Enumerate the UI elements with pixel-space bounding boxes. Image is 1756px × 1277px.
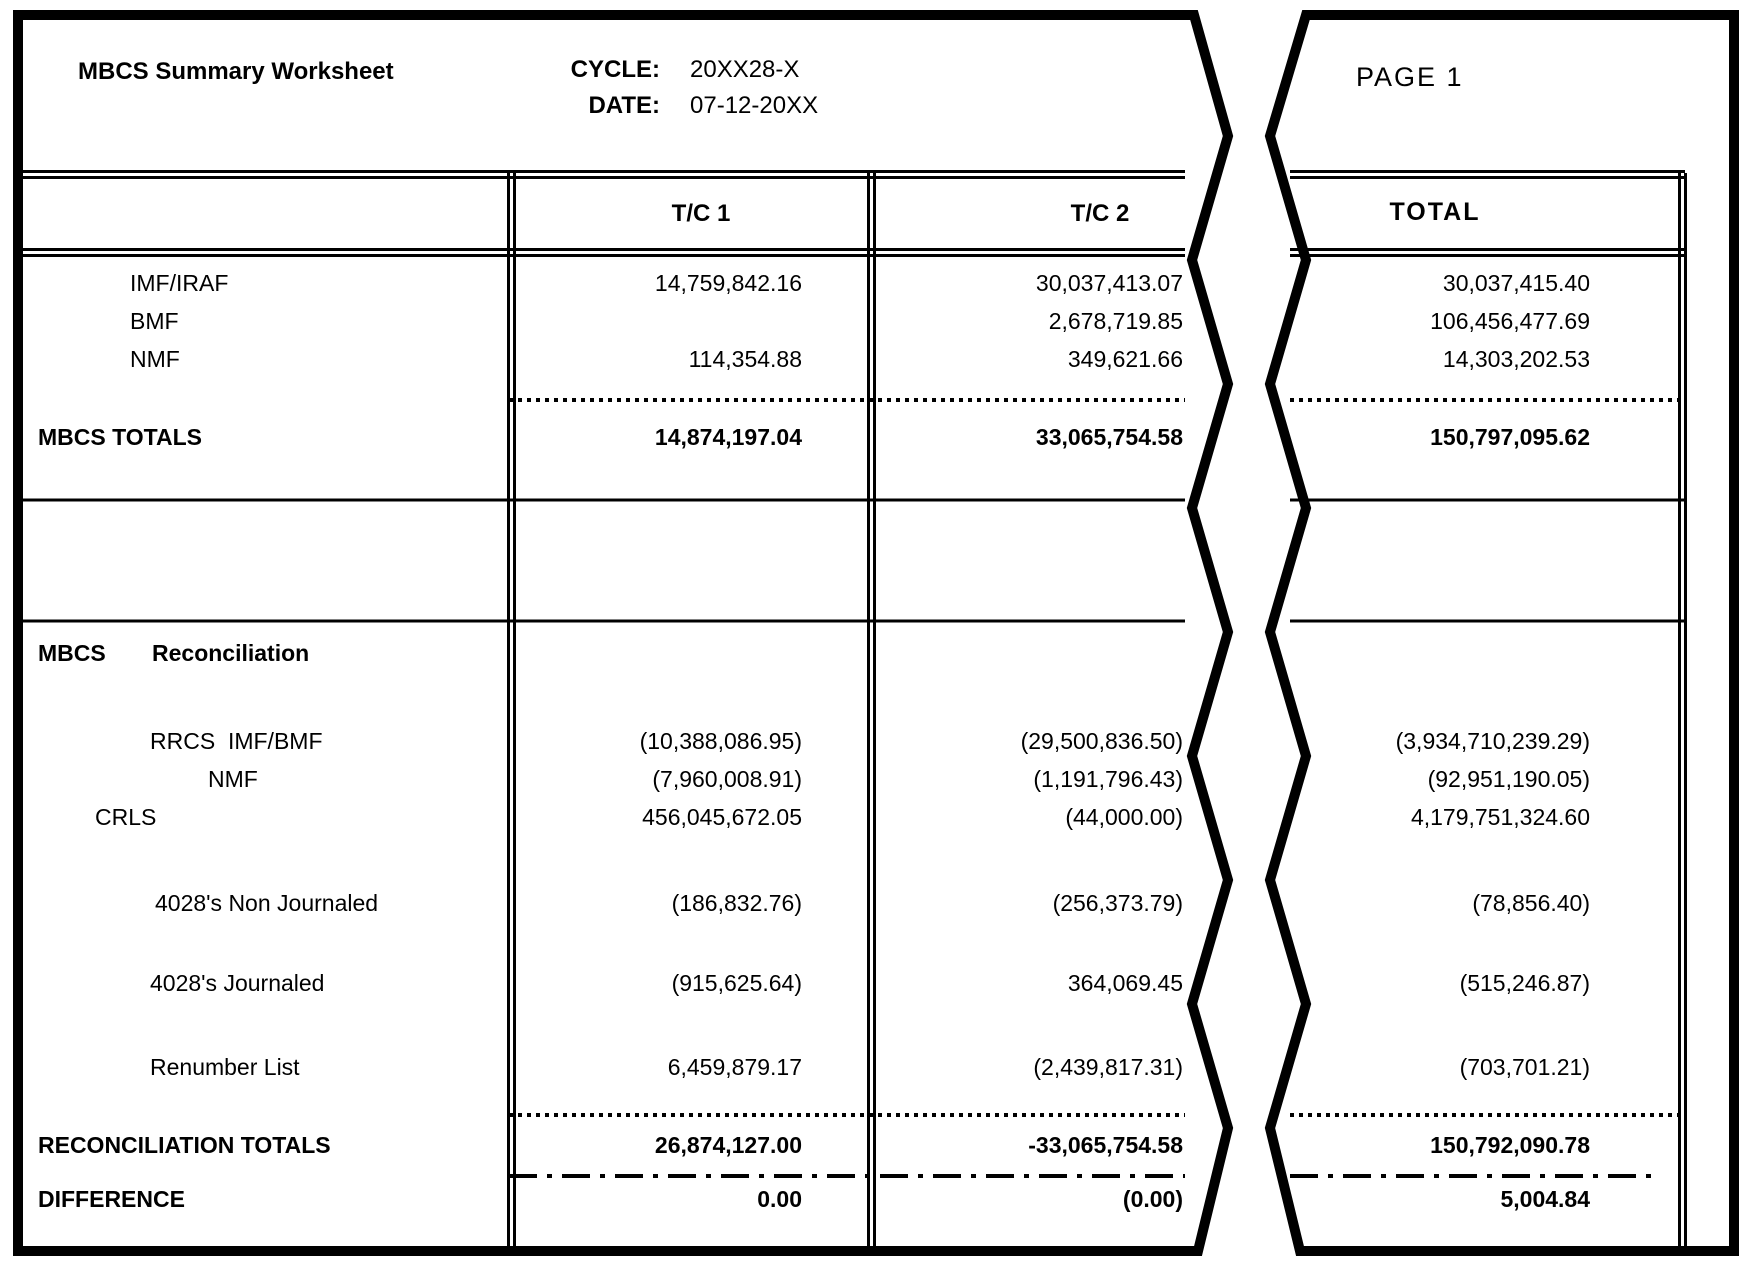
total-value: (703,701.21) <box>1459 1054 1590 1080</box>
header-underline-left <box>14 248 1185 257</box>
row-label: IMF/IRAF <box>130 270 229 296</box>
tc2-value: (1,191,796.43) <box>1033 766 1183 792</box>
total-value: (515,246.87) <box>1459 970 1590 996</box>
tc2-value: (256,373.79) <box>1052 890 1183 916</box>
table-top-rule-left <box>14 170 1185 179</box>
total-value: 5,004.84 <box>1500 1186 1590 1212</box>
tc1-value: 0.00 <box>757 1186 802 1212</box>
tc1-value: 14,874,197.04 <box>654 424 802 450</box>
row-label: MBCS TOTALS <box>38 424 202 450</box>
tc1-value: (915,625.64) <box>671 970 802 996</box>
total-value: (3,934,710,239.29) <box>1395 728 1590 754</box>
total-value: 150,792,090.78 <box>1430 1132 1590 1158</box>
table-top-rule-right <box>1290 170 1685 179</box>
row-label: NMF <box>208 766 258 792</box>
row-label: BMF <box>130 308 179 334</box>
column-header-total: TOTAL <box>1389 198 1481 226</box>
tc1-value: 14,759,842.16 <box>654 270 802 296</box>
section-word-mbcs: MBCS <box>38 640 106 666</box>
tc2-value: (2,439,817.31) <box>1033 1054 1183 1080</box>
cycle-label: CYCLE: <box>570 56 660 83</box>
total-value: 14,303,202.53 <box>1442 346 1590 372</box>
tc2-value: 30,037,413.07 <box>1035 270 1183 296</box>
tc1-value: 26,874,127.00 <box>654 1132 802 1158</box>
tc1-value: (7,960,008.91) <box>652 766 802 792</box>
column-divider-1 <box>507 173 516 1247</box>
row-label: CRLS <box>95 804 157 830</box>
tc2-value: (0.00) <box>1122 1186 1183 1212</box>
row-label: 4028's Journaled <box>150 970 325 996</box>
row-label: 4028's Non Journaled <box>155 890 379 916</box>
date-value: 07-12-20XX <box>690 92 819 119</box>
total-value: (92,951,190.05) <box>1427 766 1590 792</box>
tc2-value: 2,678,719.85 <box>1048 308 1183 334</box>
tc2-value: 364,069.45 <box>1067 970 1183 996</box>
tc1-value: (186,832.76) <box>671 890 802 916</box>
total-value: 4,179,751,324.60 <box>1410 804 1590 830</box>
row-label: RRCS IMF/BMF <box>150 728 323 754</box>
total-value: 30,037,415.40 <box>1442 270 1590 296</box>
row-label: NMF <box>130 346 180 372</box>
tc1-value: (10,388,086.95) <box>639 728 802 754</box>
section-word-reconciliation: Reconciliation <box>152 640 310 666</box>
row-label: Renumber List <box>150 1054 300 1080</box>
tc1-value: 456,045,672.05 <box>642 804 802 830</box>
tc2-value: (44,000.00) <box>1065 804 1183 830</box>
worksheet-title: MBCS Summary Worksheet <box>78 58 394 85</box>
header-underline-right <box>1290 248 1685 257</box>
tc2-value: -33,065,754.58 <box>1028 1132 1183 1158</box>
column-divider-2 <box>867 173 876 1247</box>
total-column-right-rule <box>1678 173 1687 1247</box>
page-number-label: PAGE 1 <box>1356 62 1464 92</box>
date-label: DATE: <box>588 92 660 119</box>
column-header-tc1: T/C 1 <box>671 200 731 227</box>
tc1-value: 114,354.88 <box>688 346 802 372</box>
row-label: RECONCILIATION TOTALS <box>38 1132 331 1158</box>
tc2-value: (29,500,836.50) <box>1020 728 1183 754</box>
tc1-value: 6,459,879.17 <box>667 1054 802 1080</box>
column-header-tc2: T/C 2 <box>1070 200 1130 227</box>
total-value: (78,856.40) <box>1472 890 1590 916</box>
cycle-value: 20XX28-X <box>690 56 800 83</box>
tc2-value: 33,065,754.58 <box>1035 424 1183 450</box>
tc2-value: 349,621.66 <box>1067 346 1183 372</box>
total-value: 106,456,477.69 <box>1430 308 1590 334</box>
total-value: 150,797,095.62 <box>1430 424 1590 450</box>
row-label: DIFFERENCE <box>38 1186 185 1212</box>
